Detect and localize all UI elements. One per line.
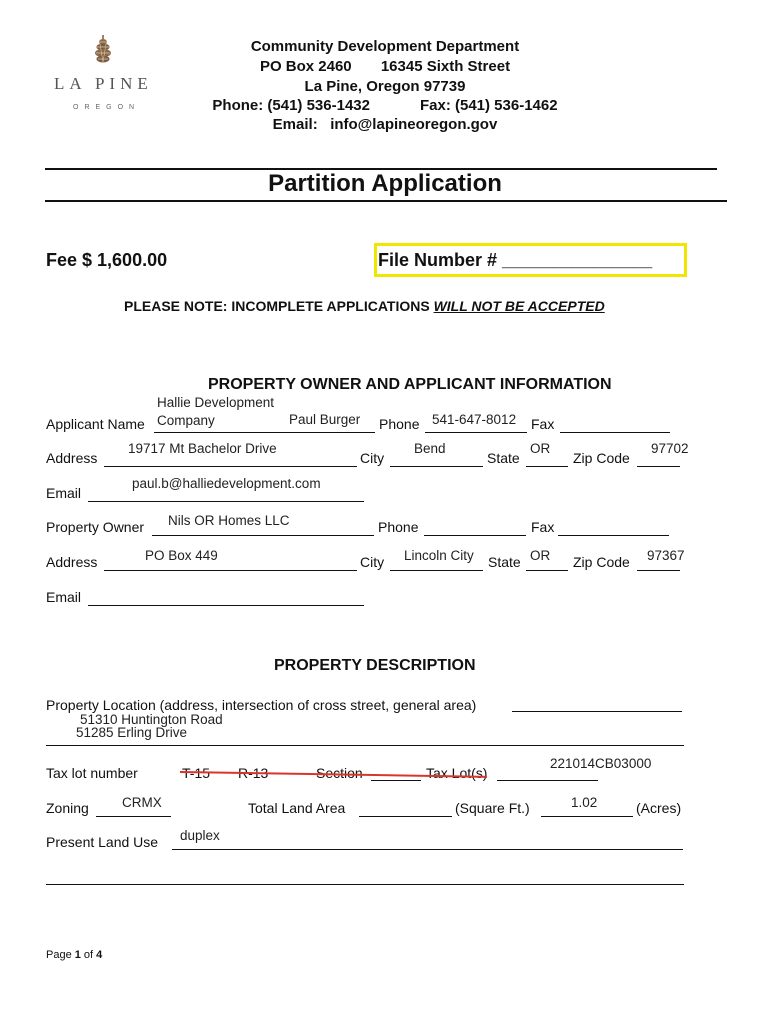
applicant-fax-line[interactable] [560,432,670,433]
owner-phone-line[interactable] [424,535,526,536]
owner-city-value[interactable]: Lincoln City [404,548,474,563]
page-title: Partition Application [268,170,502,197]
applicant-address-line [104,466,357,467]
department-name: Community Development Department [250,38,520,55]
notice-text: PLEASE NOTE: INCOMPLETE APPLICATIONS [124,298,434,314]
acres-label: (Acres) [636,800,682,816]
page-number [46,949,102,961]
applicant-zip-line [637,466,680,467]
total-area-label: Total Land Area [248,800,346,816]
owner-zip-label: Zip Code [573,554,630,570]
land-use-line-2[interactable] [46,884,684,885]
owner-section-heading: PROPERTY OWNER AND APPLICANT INFORMATION [208,376,612,393]
file-number-label: File Number # _______________ [378,250,653,270]
property-location-line-2 [46,745,684,746]
page-total: 4 [96,949,103,961]
tax-lot-label: Tax lot number [46,765,138,781]
applicant-contact-value[interactable]: Paul Burger [289,412,361,427]
header-email: Email: info@lapineoregon.gov [272,116,498,133]
land-use-value[interactable]: duplex [180,828,220,843]
page-current: 1 [74,949,81,961]
property-location-value-2[interactable]: 51285 Erling Drive [76,725,188,740]
page-prefix: Page [46,949,75,961]
applicant-state-label: State [487,450,520,466]
square-feet-label: (Square Ft.) [455,800,530,816]
header-phone-fax: Phone: (541) 536-1432 Fax: (541) 536-1462 [212,97,558,114]
owner-zip-value[interactable]: 97367 [647,548,685,563]
section-label: Section [316,765,363,781]
page-of: of [80,949,97,961]
applicant-fax-label: Fax [531,416,555,432]
tax-lots-label: Tax Lot(s) [426,765,488,781]
applicant-name-label: Applicant Name [46,416,145,432]
land-use-line [172,849,683,850]
property-location-value-1[interactable]: 51310 Huntington Road [80,712,223,727]
owner-address-line [104,570,357,571]
section-line [371,780,421,781]
zoning-line [96,816,171,817]
applicant-state-value[interactable]: OR [530,441,551,456]
applicant-phone-line [425,432,527,433]
property-location-line-1 [512,711,682,712]
header-address: PO Box 2460 16345 Sixth Street [259,58,511,75]
applicant-email-line [88,501,364,502]
applicant-state-line [526,466,568,467]
applicant-email-label: Email [46,485,82,501]
township-value: T-15 [182,765,211,781]
logo-name: LA PINE [54,74,153,93]
pinecone-icon [92,34,114,66]
property-location-label: Property Location (address, intersection of cross street, general area) [46,697,477,713]
zoning-label: Zoning [46,800,89,816]
applicant-name-line [154,432,375,433]
owner-city-label: City [360,554,385,570]
range-value: R-13 [238,765,269,781]
owner-email-line[interactable] [88,605,364,606]
applicant-phone-value[interactable]: 541-647-8012 [432,412,517,427]
title-rule-bottom [45,200,727,202]
applicant-name-value-2[interactable]: Company [157,413,215,428]
owner-city-line [390,570,483,571]
zoning-value[interactable]: CRMX [122,795,162,810]
applicant-zip-value[interactable]: 97702 [651,441,689,456]
applicant-email-value[interactable]: paul.b@halliedevelopment.com [132,476,321,491]
property-section-heading: PROPERTY DESCRIPTION [274,657,476,674]
owner-email-label: Email [46,589,82,605]
owner-fax-label: Fax [531,519,555,535]
owner-phone-label: Phone [378,519,419,535]
header-city: La Pine, Oregon 97739 [304,78,466,95]
tax-lots-value[interactable]: 221014CB03000 [550,756,652,771]
acres-value[interactable]: 1.02 [571,795,598,810]
applicant-city-label: City [360,450,385,466]
applicant-name-value-1[interactable]: Hallie Development [157,395,275,410]
acres-line [541,816,633,817]
owner-state-label: State [488,554,521,570]
property-owner-label: Property Owner [46,519,145,535]
logo-subtitle: OREGON [73,104,141,111]
owner-state-line [526,570,568,571]
property-owner-value[interactable]: Nils OR Homes LLC [168,513,290,528]
applicant-city-line [390,466,483,467]
land-use-label: Present Land Use [46,834,159,850]
owner-fax-line[interactable] [558,535,669,536]
applicant-address-value[interactable]: 19717 Mt Bachelor Drive [128,441,277,456]
notice-emphasis: WILL NOT BE ACCEPTED [433,298,605,314]
owner-address-label: Address [46,554,98,570]
fee-amount: Fee $ 1,600.00 [46,250,168,270]
tax-lots-line [497,780,598,781]
owner-state-value[interactable]: OR [530,548,551,563]
owner-zip-line [637,570,680,571]
owner-address-value[interactable]: PO Box 449 [145,548,218,563]
applicant-address-label: Address [46,450,98,466]
incomplete-notice [124,298,605,314]
applicant-zip-label: Zip Code [573,450,630,466]
total-area-line[interactable] [359,816,452,817]
applicant-city-value[interactable]: Bend [414,441,446,456]
property-owner-line [152,535,374,536]
applicant-phone-label: Phone [379,416,420,432]
